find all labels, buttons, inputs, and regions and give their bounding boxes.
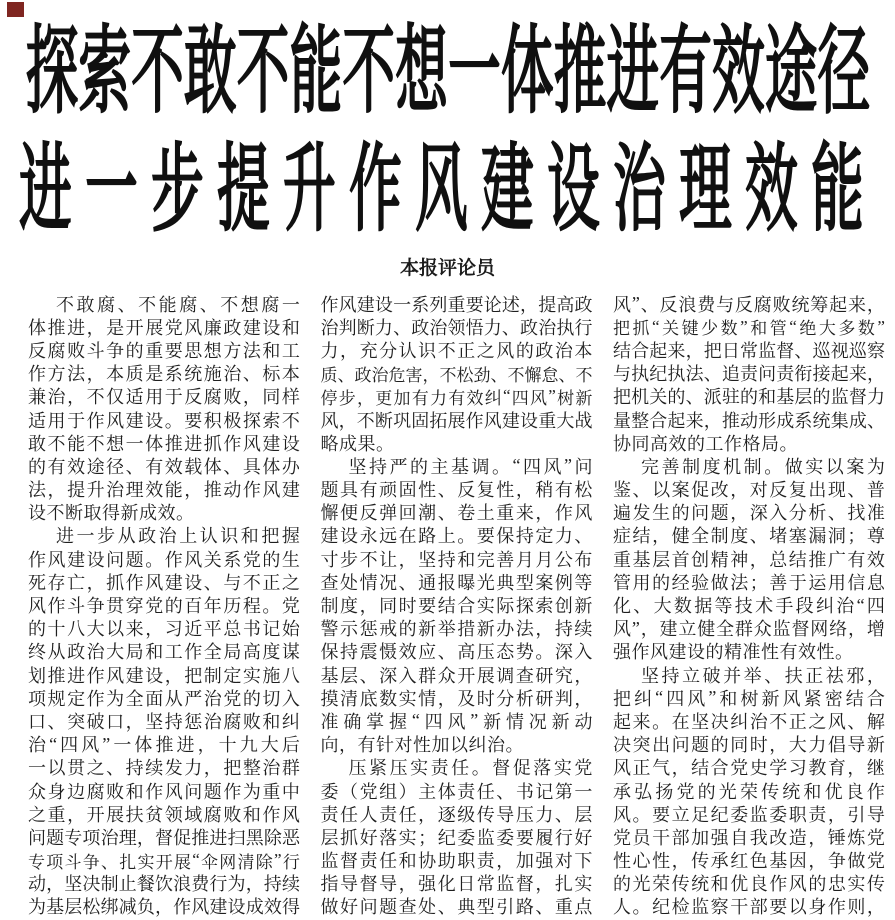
- text-line: 建 设 永 远 在 路 上 。 要 保 持 定 力 、: [320, 526, 593, 547]
- text-line: 把 纠 “ 四 风 ” 和 树 新 风 紧 密 结 合: [613, 687, 885, 709]
- text-line: 治 “ 四 风 ” 一 体 推 进 ， 十 九 大 后: [28, 733, 300, 756]
- text-line: 作 方 法 ， 本 质 是 系 统 施 治 、 标 本: [28, 364, 300, 385]
- text-line: 制 度 ， 同 时 要 结 合 实 际 探 索 创 新: [320, 596, 593, 617]
- text-line: 鉴 、 以 案 促 改 ， 对 反 复 出 现 、 普: [613, 480, 885, 501]
- text-line: 保 持 震 慑 效 应 、 高 压 态 势 。 深 入: [320, 642, 593, 663]
- text-line: 项 规 定 作 为 全 面 从 严 治 党 的 切 入: [28, 688, 300, 709]
- text-line: 为 基 层 松 绑 减 负 ， 作 风 建 设 成 效 得: [28, 897, 300, 918]
- text-line: 坚 持 严 的 主 基 调 。 “ 四 风 ” 问: [348, 455, 593, 477]
- text-line: 承 弘 扬 党 的 光 荣 传 统 和 优 良 作: [613, 781, 885, 802]
- text-line: 起 来 。 在 坚 决 纠 治 不 正 之 风 、 解: [613, 711, 885, 732]
- text-line: 反 腐 败 斗 争 的 重 要 思 想 方 法 和 工: [28, 340, 300, 361]
- text-line: 专 项 斗 争 、 扎 实 开 展 “ 伞 网 清 除 ” 行: [28, 850, 300, 872]
- text-line: 死 存 亡 ， 抓 作 风 建 设 、 与 不 正 之: [28, 572, 300, 593]
- text-line: 略 成 果 。: [320, 433, 395, 454]
- text-line: 层 抓 好 落 实 ； 纪 委 监 委 要 履 行 好: [320, 827, 593, 848]
- text-line: 把 机 关 的 、 派 驻 的 和 基 层 的 监 督 力: [613, 387, 885, 408]
- headline-row-2: [0, 136, 895, 243]
- text-line: 党 员 干 部 加 强 自 我 改 造 ， 锤 炼 党: [613, 827, 885, 848]
- text-line: 人 。 纪 检 监 察 干 部 要 以 身 作 则 ，: [613, 897, 885, 918]
- text-line: 风 ， 不 断 巩 固 拓 展 作 风 建 设 重 大 战: [320, 410, 593, 431]
- text-line: 做 好 问 题 查 处 、 典 型 引 路 、 重 点: [320, 897, 593, 918]
- text-line: 管 用 的 经 验 做 法 ； 善 于 运 用 信 息: [613, 572, 885, 593]
- text-column: [321, 292, 593, 918]
- text-line: 法 ， 提 升 治 理 效 能 ， 推 动 作 风 建: [28, 480, 300, 501]
- text-line: 兼 治 ， 不 仅 适 用 于 反 腐 败 ， 同 样: [28, 387, 300, 408]
- text-column: [613, 292, 885, 918]
- text-line: 的 十 八 大 以 来 ， 习 近 平 总 书 记 始: [28, 619, 300, 640]
- text-line: 风 ” ， 建 立 健 全 群 众 监 督 网 络 ， 增: [613, 617, 885, 640]
- text-line: 之 重 ， 开 展 扶 贫 领 域 腐 败 和 作 风: [28, 804, 300, 825]
- text-line: 适 用 于 作 风 建 设 。 要 积 极 探 索 不: [28, 410, 300, 431]
- text-line: 问 题 专 项 治 理 ， 督 促 推 进 扫 黑 除 恶: [28, 827, 300, 848]
- corner-mark: [7, 2, 24, 17]
- text-line: 风 ” 、 反 浪 费 与 反 腐 败 统 筹 起 来 ，: [613, 293, 885, 315]
- text-line: 力 ， 充 分 认 识 不 正 之 风 的 政 治 本: [320, 340, 593, 361]
- article-body: [28, 292, 885, 918]
- text-column: [28, 292, 300, 918]
- text-line: 不 敢 腐 、 不 能 腐 、 不 想 腐 一: [56, 294, 300, 315]
- text-line: 风 。 要 立 足 纪 委 监 委 职 责 ， 引 导: [613, 804, 885, 825]
- text-line: 与 执 纪 执 法 、 追 责 问 责 衔 接 起 来 ，: [613, 364, 885, 385]
- text-line: 风 作 斗 争 贯 穿 党 的 百 年 历 程 。 党: [28, 596, 300, 617]
- text-line: 结 合 起 来 ， 把 日 常 监 督 、 巡 视 巡 察: [613, 340, 885, 361]
- text-line: 查 处 情 况 、 通 报 曝 光 典 型 案 例 等: [320, 572, 593, 593]
- text-line: 压 紧 压 实 责 任 。 督 促 落 实 党: [348, 758, 593, 779]
- text-line: 敢 不 能 不 想 一 体 推 进 抓 作 风 建 设: [28, 433, 300, 454]
- text-line: 的 光 荣 传 统 和 优 良 作 风 的 忠 实 传: [613, 874, 885, 895]
- text-line: 作 风 建 设 一 系 列 重 要 论 述 ， 提 高 政: [320, 294, 593, 315]
- text-line: 完 善 制 度 机 制 。 做 实 以 案 为: [641, 456, 885, 477]
- text-line: 警 示 惩 戒 的 新 举 措 新 办 法 ， 持 续: [320, 619, 593, 640]
- text-line: 委 （ 党 组 ） 主 体 责 任 、 书 记 第 一: [320, 781, 593, 802]
- text-line: 题 具 有 顽 固 性 、 反 复 性 ， 稍 有 松: [320, 480, 593, 501]
- text-line: 症 结 ， 健 全 制 度 、 堵 塞 漏 洞 ； 尊: [613, 526, 885, 547]
- text-line: 决 突 出 问 题 的 同 时 ， 大 力 倡 导 新: [613, 735, 885, 756]
- headline-line-1: 探索不敢不能不想一体推进有效途径: [25, 18, 870, 125]
- text-line: 懈 便 反 弹 回 潮 、 卷 土 重 来 ， 作 风: [320, 503, 593, 524]
- text-line: 基 层 、 深 入 群 众 开 展 调 查 研 究 ，: [320, 665, 593, 686]
- text-line: 性 心 性 ， 传 承 红 色 基 因 ， 争 做 党: [613, 851, 885, 872]
- text-line: 遍 发 生 的 问 题 ， 深 入 分 析 、 找 准: [613, 503, 885, 524]
- text-line: 坚 持 立 破 并 举 、 扶 正 祛 邪 ，: [641, 665, 885, 686]
- text-line: 动 ， 坚 决 制 止 餐 饮 浪 费 行 为 ， 持 续: [28, 874, 300, 895]
- text-line: 寸 步 不 让 ， 坚 持 和 完 善 月 月 公 布: [320, 549, 593, 570]
- text-line: 重 基 层 首 创 精 神 ， 总 结 推 广 有 效: [613, 549, 885, 570]
- text-line: 监 督 责 任 和 协 助 职 责 ， 加 强 对 下: [320, 851, 593, 872]
- text-line: 设 不 断 取 得 新 成 效 。: [28, 503, 195, 524]
- text-line: 一 以 贯 之 、 持 续 发 力 ， 把 整 治 群: [28, 758, 300, 779]
- text-line: 指 导 督 导 ， 强 化 日 常 监 督 ， 扎 实: [320, 874, 593, 895]
- text-line: 强 作 风 建 设 的 精 准 性 有 效 性 。: [613, 642, 854, 663]
- text-line: 口 、 突 破 口 ， 坚 持 惩 治 腐 败 和 纠: [28, 711, 300, 732]
- text-line: 进 一 步 从 政 治 上 认 识 和 把 握: [56, 526, 300, 547]
- text-line: 众 身 边 腐 败 和 作 风 问 题 作 为 重 中: [28, 781, 300, 802]
- headline-row-1: [0, 18, 895, 125]
- text-line: 终 从 政 治 大 局 和 工 作 全 局 高 度 谋: [28, 642, 300, 663]
- text-line: 质 、 政 治 危 害 ， 不 松 劲 、 不 懈 怠 、 不: [320, 365, 593, 385]
- text-line: 停 步 ， 更 加 有 力 有 效 纠 “ 四 风 ” 树 新: [320, 386, 593, 408]
- text-line: 准 确 掌 握 “ 四 风 ” 新 情 况 新 动: [320, 710, 593, 732]
- text-line: 划 推 进 作 风 建 设 ， 把 制 定 实 施 八: [28, 665, 300, 686]
- text-line: 量 整 合 起 来 ， 推 动 形 成 系 统 集 成 、: [613, 410, 885, 431]
- text-line: 向 ， 有 针 对 性 加 以 纠 治 。: [320, 735, 524, 756]
- text-line: 体 推 进 ， 是 开 展 党 风 廉 政 建 设 和: [28, 317, 300, 338]
- text-line: 的 有 效 途 径 、 有 效 载 体 、 具 体 办: [28, 456, 300, 477]
- text-line: 把 抓 “ 关 键 少 数 ” 和 管 “ 绝 大 多 数 ”: [613, 316, 885, 339]
- text-line: 摸 清 底 数 实 情 ， 及 时 分 析 研 判 ，: [320, 688, 593, 709]
- headline-line-2: 进一步提升作风建设治理效能: [18, 136, 877, 243]
- text-line: 作 风 建 设 问 题 。 作 风 关 系 党 的 生: [28, 549, 300, 570]
- byline: 本报评论员: [399, 258, 495, 279]
- text-line: 风 正 气 ， 结 合 党 史 学 习 教 育 ， 继: [613, 758, 885, 779]
- text-line: 化 、 大 数 据 等 技 术 手 段 纠 治 “ 四: [613, 594, 885, 617]
- text-line: 治 判 断 力 、 政 治 领 悟 力 、 政 治 执 行: [320, 317, 593, 338]
- text-line: 责 任 人 责 任 ， 逐 级 传 导 压 力 、 层: [320, 804, 593, 825]
- text-line: 协 同 高 效 的 工 作 格 局 。: [613, 433, 798, 454]
